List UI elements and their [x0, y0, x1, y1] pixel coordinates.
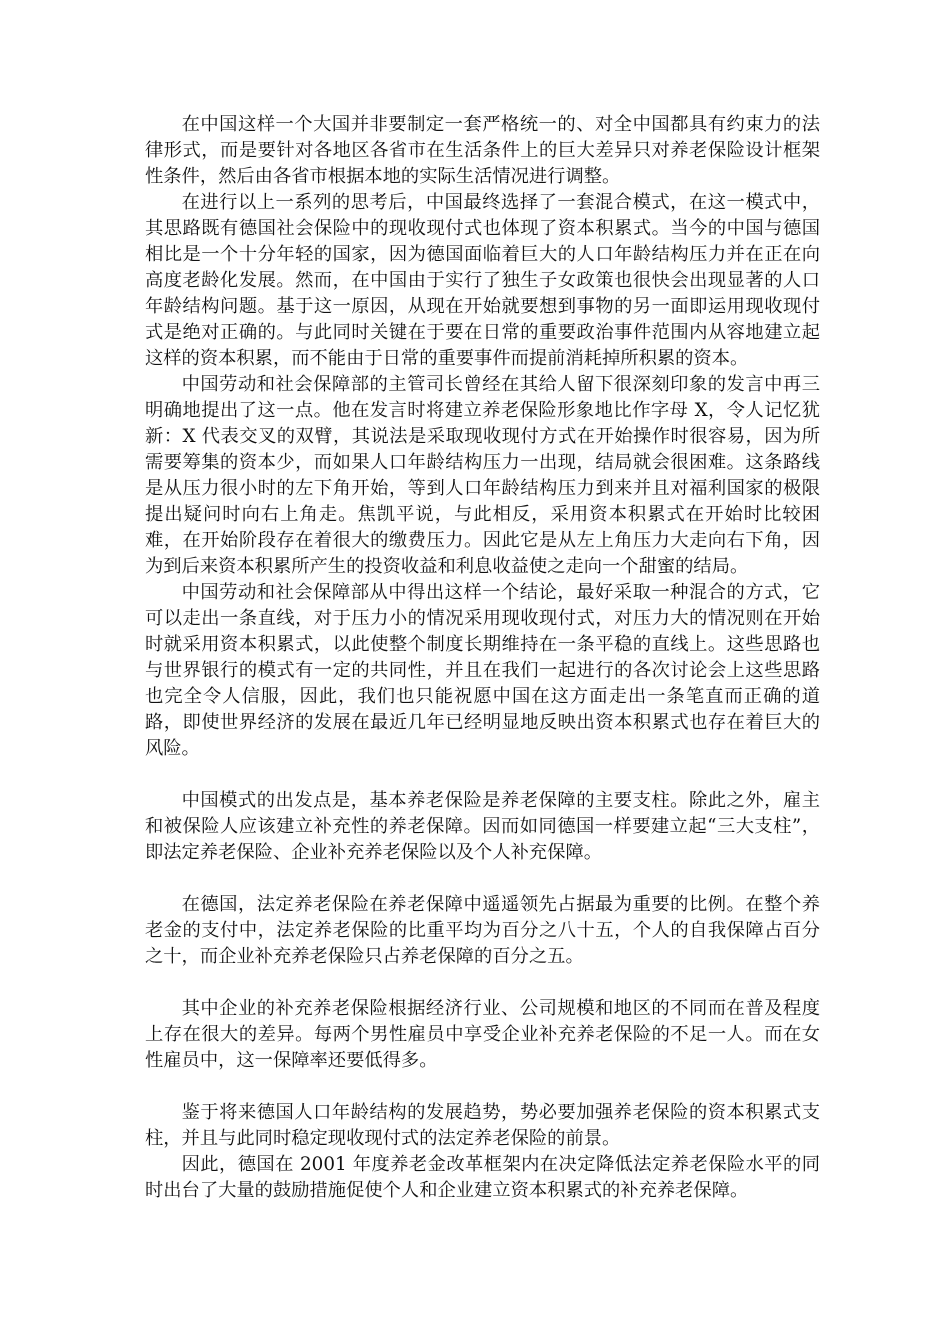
paragraph: 因此，德国在 2001 年度养老金改革框架内在决定降低法定养老保险水平的同时出台了大量的鼓励措施促使个人和企业建立资本积累式的补充养老保障。	[145, 1154, 820, 1201]
paragraph-spacer	[145, 970, 820, 996]
paragraph: 中国劳动和社会保障部从中得出这样一个结论，最好采取一种混合的方式，它可以走出一条直线，对于压力小的情况采用现收现付式，对压力大的情况则在开始时就采用资本积累式，以此使整个制度长期维持在一条平稳的直线上。这些思路也与世界银行的模式有一定的共同性，并且在我们一起进行的各次讨论会上这些思路也完全令人信服，因此，我们也只能祝愿中国在这方面走出一条笔直而正确的道路，即使世界经济的发展在最近几年已经明显地反映出资本积累式也存在着巨大的风险。	[145, 582, 820, 759]
paragraph: 在德国，法定养老保险在养老保障中遥遥领先占据最为重要的比例。在整个养老金的支付中，法定养老保险的比重平均为百分之八十五，个人的自我保障占百分之十，而企业补充养老保险只占养老保障的百分之五。	[145, 894, 820, 967]
document-page	[145, 112, 820, 1204]
paragraph: 在进行以上一系列的思考后，中国最终选择了一套混合模式，在这一模式中，其思路既有德国社会保险中的现收现付式也体现了资本积累式。当今的中国与德国相比是一个十分年轻的国家，因为德国面临着巨大的人口年龄结构压力并在正在向高度老龄化发展。然而，在中国由于实行了独生子女政策也很快会出现显著的人口年龄结构问题。基于这一原因，从现在开始就要想到事物的另一面即运用现收现付式是绝对正确的。与此同时关键在于要在日常的重要政治事件范围内从容地建立起这样的资本积累，而不能由于日常的重要事件而提前消耗掉所积累的资本。	[145, 192, 820, 369]
paragraph-spacer	[145, 866, 820, 892]
paragraph: 其中企业的补充养老保险根据经济行业、公司规模和地区的不同而在普及程度上存在很大的差异。每两个男性雇员中享受企业补充养老保险的不足一人。而在女性雇员中，这一保障率还要低得多。	[145, 998, 820, 1071]
paragraph: 中国模式的出发点是，基本养老保险是养老保障的主要支柱。除此之外，雇主和被保险人应该建立补充性的养老保障。因而如同德国一样要建立起“三大支柱”，即法定养老保险、企业补充养老保险以及个人补充保障。	[145, 790, 820, 863]
paragraph: 中国劳动和社会保障部的主管司长曾经在其给人留下很深刻印象的发言中再三明确地提出了这一点。他在发言时将建立养老保险形象地比作字母 X，令人记忆犹新：X 代表交叉的双臂，其说法是采取现收现付方式在开始操作时很容易，因为所需要筹集的资本少，而如果人口年龄结构压力一出现，结局就会很困难。这条路线是从压力很小时的左下角开始，等到人口年龄结构压力到来并且对福利国家的极限提出疑问时向右上角走。焦凯平说，与此相反，采用资本积累式在开始时比较困难，在开始阶段存在着很大的缴费压力。因此它是从左上角压力大走向右下角，因为到后来资本积累所产生的投资收益和利息收益使之走向一个甜蜜的结局。	[145, 374, 820, 577]
paragraph-spacer	[145, 1074, 820, 1100]
paragraph: 鉴于将来德国人口年龄结构的发展趋势，势必要加强养老保险的资本积累式支柱，并且与此同时稳定现收现付式的法定养老保险的前景。	[145, 1102, 820, 1149]
paragraph-spacer	[145, 762, 820, 788]
paragraph: 在中国这样一个大国并非要制定一套严格统一的、对全中国都具有约束力的法律形式，而是要针对各地区各省市在生活条件上的巨大差异只对养老保险设计框架性条件，然后由各省市根据本地的实际生活情况进行调整。	[145, 114, 820, 187]
